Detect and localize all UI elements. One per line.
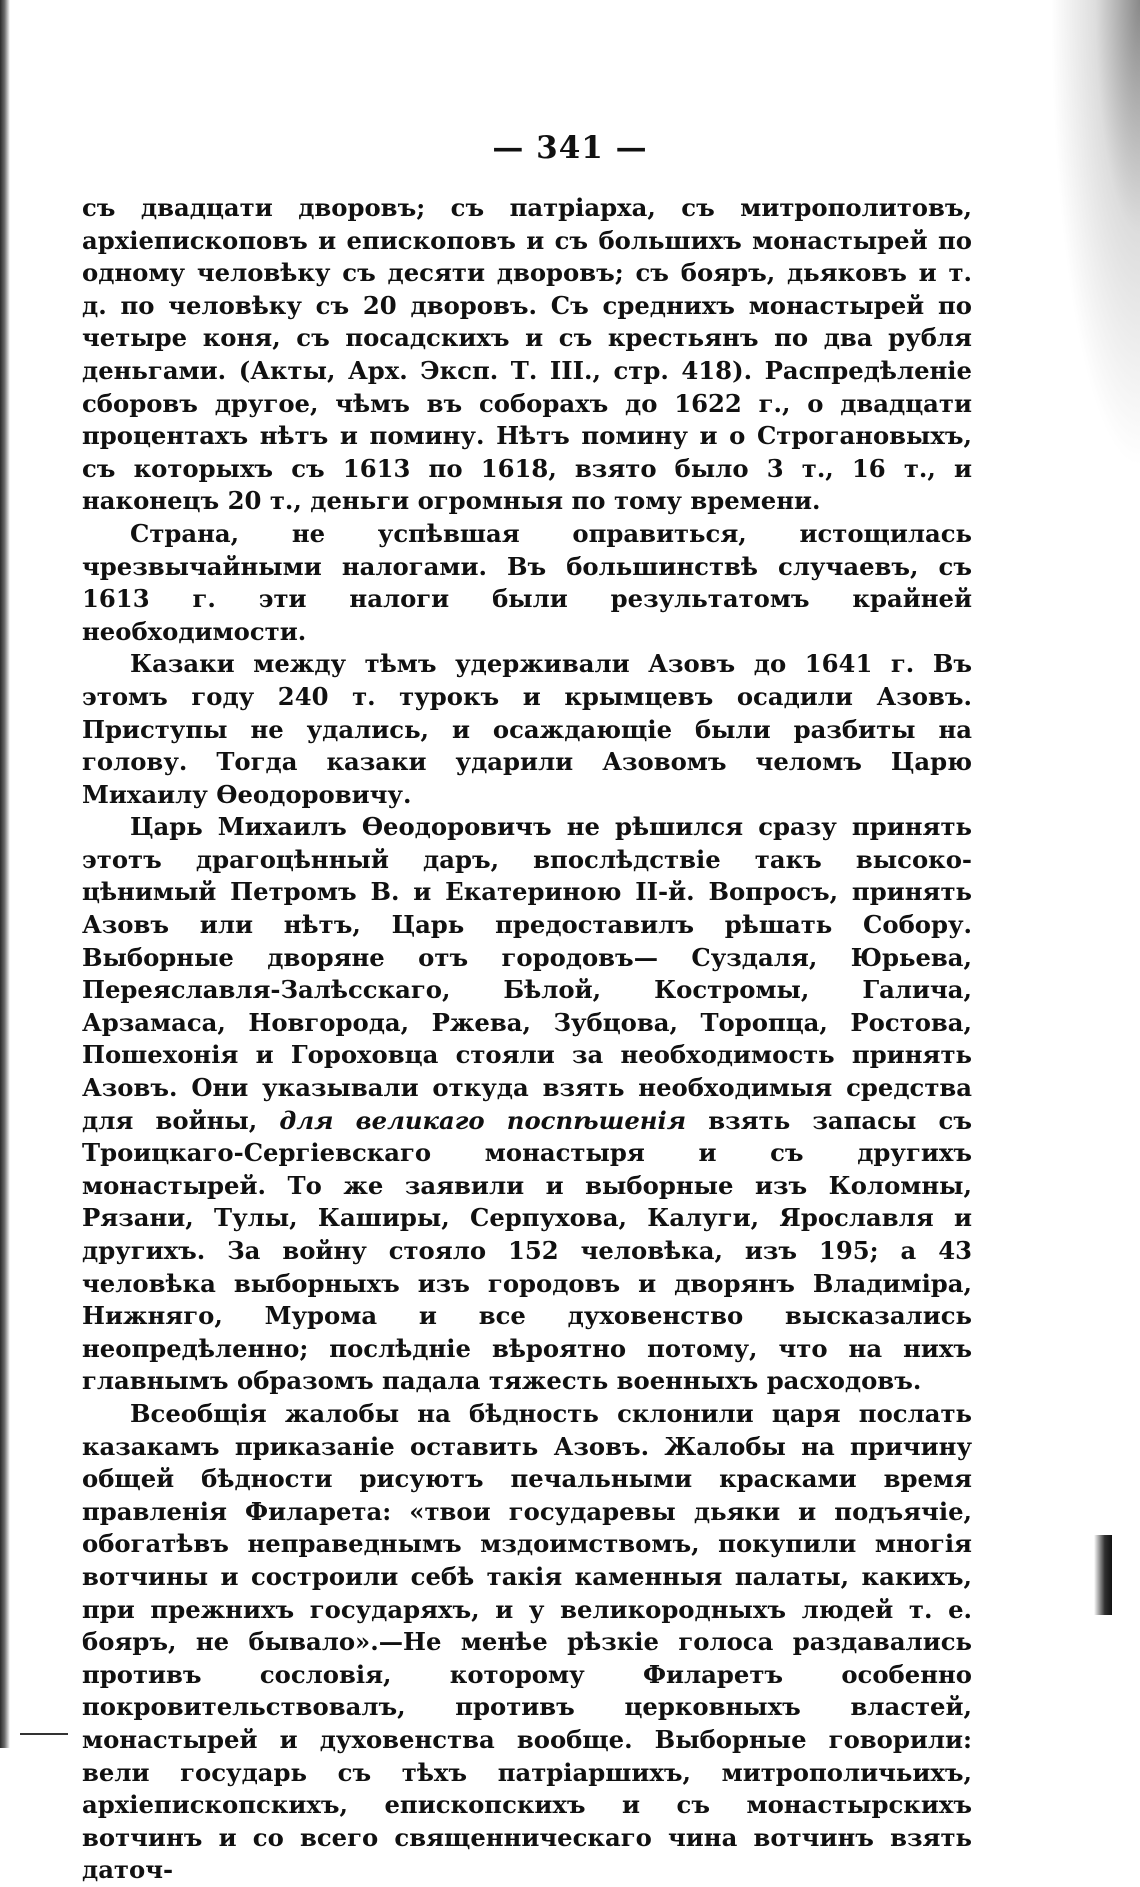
paragraph-4-emphasis: для великаго поспѣшенія	[279, 1105, 687, 1135]
paragraph-4-text-before: Царь Михаилъ Ѳеодоровичъ не рѣшился сразу принять этотъ драгоцѣнный даръ, впослѣдствіе такъ высоко-цѣнимый Петромъ В. и Екатериною II-й. Вопросъ, принять Азовъ или нѣтъ, Царь предоставилъ рѣшать Собору. Выборные дворяне отъ городовъ— Суздаля, Юрьева, Переяславля-Залѣсскаго, Бѣлой, Костромы, Галича, Арзамаса, Новгорода, Ржева, Зубцова, Торопца, Ростова, Пошехонія и Гороховца стояли за необходимость принять Азовъ. Они указывали откуда взять необходимыя средства для войны,	[82, 812, 972, 1135]
scan-edge-left	[0, 0, 10, 1748]
paragraph-4-text-after: взять запасы съ Троицкаго-Сергіевскаго монастыря и съ другихъ монастырей. То же заявили и выборные изъ Коломны, Рязани, Тулы, Каширы, Серпухова, Калуги, Ярославля и другихъ. За войну стояло 152 человѣка, изъ 195; а 43 человѣка выборныхъ изъ городовъ и дворянъ Владиміра, Нижняго, Мурома и все духовенство высказались неопредѣленно; послѣдніе вѣроятно потому, что на нихъ главнымъ образомъ падала тяжесть военныхъ расходовъ.	[82, 1105, 972, 1396]
paragraph-5: Всеобщія жалобы на бѣдность склонили царя послать казакамъ приказаніе оставить Азовъ. Жалобы на причину общей бѣдности рисуютъ печальными красками время правленія Филарета: «твои государевы дьяки и подъячіе, обогатѣвъ неправеднымъ мздоимствомъ, покупили многія вотчины и состроили себѣ такія каменныя палаты, какихъ, при прежнихъ государяхъ, и у великородныхъ людей т. е. бояръ, не бывало».—Не менѣе рѣзкіе голоса раздавались противъ сословія, которому Филаретъ особенно покровительствовалъ, противъ церковныхъ властей, монастырей и духовенства вообще. Выборные говорили: вели государь съ тѣхъ патріаршихъ, митрополичьихъ, архіепископскихъ, епископскихъ и съ монастырскихъ вотчинъ и со всего священническаго чина вотчинъ взять даточ-	[82, 1398, 972, 1885]
text-block	[82, 192, 972, 1887]
paragraph-1: съ двадцати дворовъ; съ патріарха, съ митрополитовъ, архіепископовъ и епископовъ и съ большихъ монастырей по одному человѣку съ десяти дворовъ; съ бояръ, дьяковъ и т. д. по человѣку съ 20 дворовъ. Съ среднихъ монастырей по четыре коня, съ посадскихъ и съ крестьянъ по два рубля деньгами. (Акты, Арх. Эксп. Т. III., стр. 418). Распредѣленіе сборовъ другое, чѣмъ въ соборахъ до 1622 г., о двадцати процентахъ нѣтъ и помину. Нѣтъ помину и о Строгановыхъ, съ которыхъ съ 1613 по 1618, взято было 3 т., 16 т., и наконецъ 20 т., деньги огромныя по тому времени.	[82, 193, 972, 516]
paragraph-4	[82, 811, 972, 1398]
paragraph-3: Казаки между тѣмъ удерживали Азовъ до 1641 г. Въ этомъ году 240 т. турокъ и крымцевъ осадили Азовъ. Приступы не удались, и осаждающіе были разбиты на голову. Тогда казаки ударили Азовомъ челомъ Царю Михаилу Ѳеодоровичу.	[82, 649, 972, 809]
scan-edge-right	[1050, 0, 1140, 470]
bottom-rule	[20, 1733, 68, 1735]
scan-edge-right-bottom	[1094, 1535, 1112, 1615]
page-number: — 341 —	[492, 130, 648, 166]
paragraph-2: Страна, не успѣвшая оправиться, истощилась чрезвычайными налогами. Въ большинствѣ случаевъ, съ 1613 г. эти налоги были результатомъ крайней необходимости.	[82, 518, 972, 646]
